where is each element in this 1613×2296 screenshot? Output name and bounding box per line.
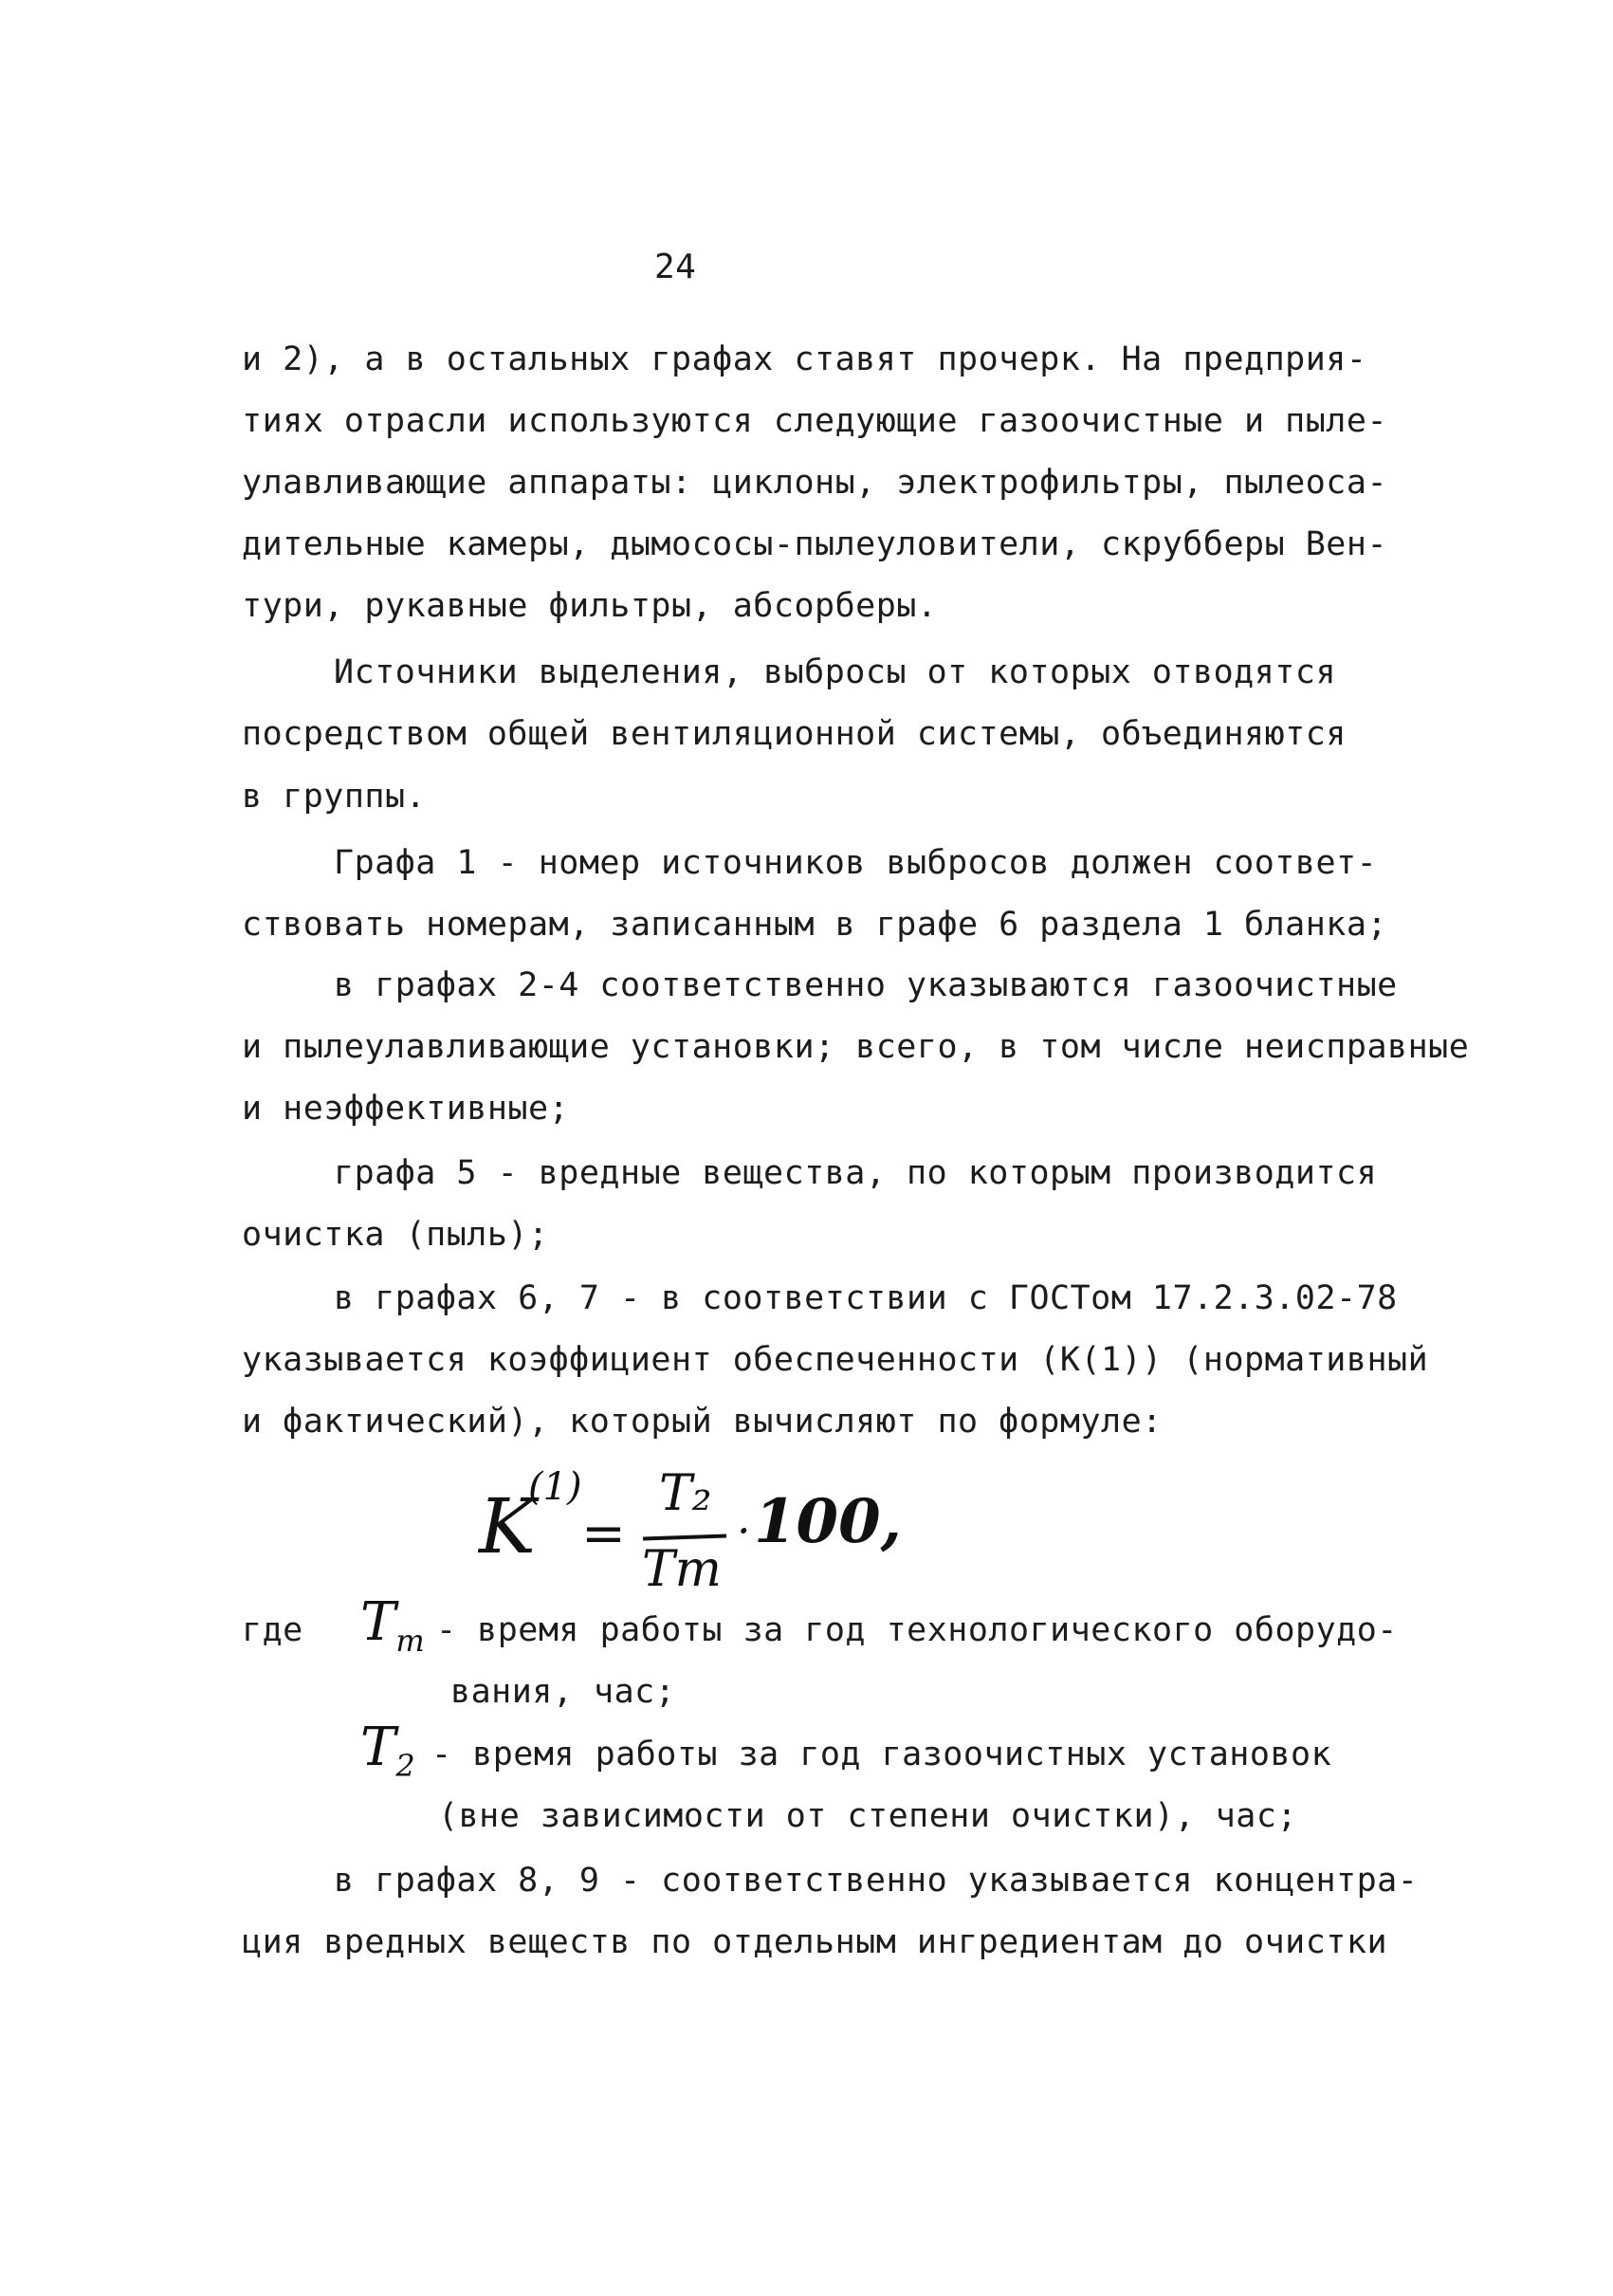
text-line: в графах 6, 7 - в соответствии с ГОСТом 17.2.3.02-78 — [334, 1279, 1398, 1317]
text-line: графа 5 - вредные вещества, по которым производится — [334, 1154, 1378, 1192]
text-line: Графа 1 - номер источников выбросов должен соответ- — [334, 844, 1378, 882]
fraction-bar — [643, 1534, 726, 1540]
text-line: в группы. — [242, 778, 427, 816]
definition-text: (вне зависимости от степени очистки), час; — [438, 1797, 1298, 1835]
text-line: в графах 8, 9 - соответственно указывается концентра- — [334, 1862, 1419, 1900]
where-label: где — [242, 1611, 303, 1649]
text-line: в графах 2-4 соответственно указываются газоочистные — [334, 966, 1398, 1004]
text-line: и неэффективные; — [242, 1090, 570, 1128]
formula-equals: = — [581, 1503, 626, 1565]
formula-symbol: K — [479, 1482, 536, 1570]
formula-factor: 100, — [754, 1486, 902, 1557]
definition-symbol: $T_m$ — [360, 1591, 425, 1659]
page-number: 24 — [654, 248, 697, 286]
definition-text: - время работы за год технологического оборудо- — [436, 1611, 1398, 1649]
text-line: Источники выделения, выбросы от которых отводятся — [334, 653, 1337, 691]
definition-text: - время работы за год газоочистных установок — [431, 1736, 1332, 1773]
text-line: тури, рукавные фильтры, абсорберы. — [242, 587, 938, 625]
formula-numerator: T₂ — [659, 1465, 712, 1522]
definition-text: вания, час; — [450, 1673, 676, 1711]
text-line: тиях отрасли используются следующие газоочистные и пыле- — [242, 402, 1388, 440]
formula-multiply: · — [737, 1505, 751, 1556]
text-line: ствовать номерам, записанным в графе 6 раздела 1 бланка; — [242, 906, 1388, 944]
text-line: очистка (пыль); — [242, 1216, 549, 1254]
formula-denominator: Tm — [642, 1541, 722, 1598]
text-line: указывается коэффициент обеспеченности (К(1)) (нормативный — [242, 1341, 1429, 1379]
text-line: улавливающие аппараты: циклоны, электрофильтры, пылеоса- — [242, 464, 1388, 502]
definition-symbol: $T_2$ — [360, 1717, 415, 1784]
text-line: дительные камеры, дымососы-пылеуловители, скрубберы Вен- — [242, 525, 1388, 563]
text-line: и фактический), который вычисляют по формуле: — [242, 1403, 1163, 1441]
text-line: и 2), а в остальных графах ставят прочерк. На предприя- — [242, 340, 1367, 378]
text-line: ция вредных веществ по отдельным ингредиентам до очистки — [242, 1923, 1388, 1961]
text-line: и пылеулавливающие установки; всего, в том числе неисправные — [242, 1028, 1470, 1066]
formula-superscript: (1) — [528, 1465, 582, 1509]
text-line: посредством общей вентиляционной системы, объединяются — [242, 715, 1347, 753]
